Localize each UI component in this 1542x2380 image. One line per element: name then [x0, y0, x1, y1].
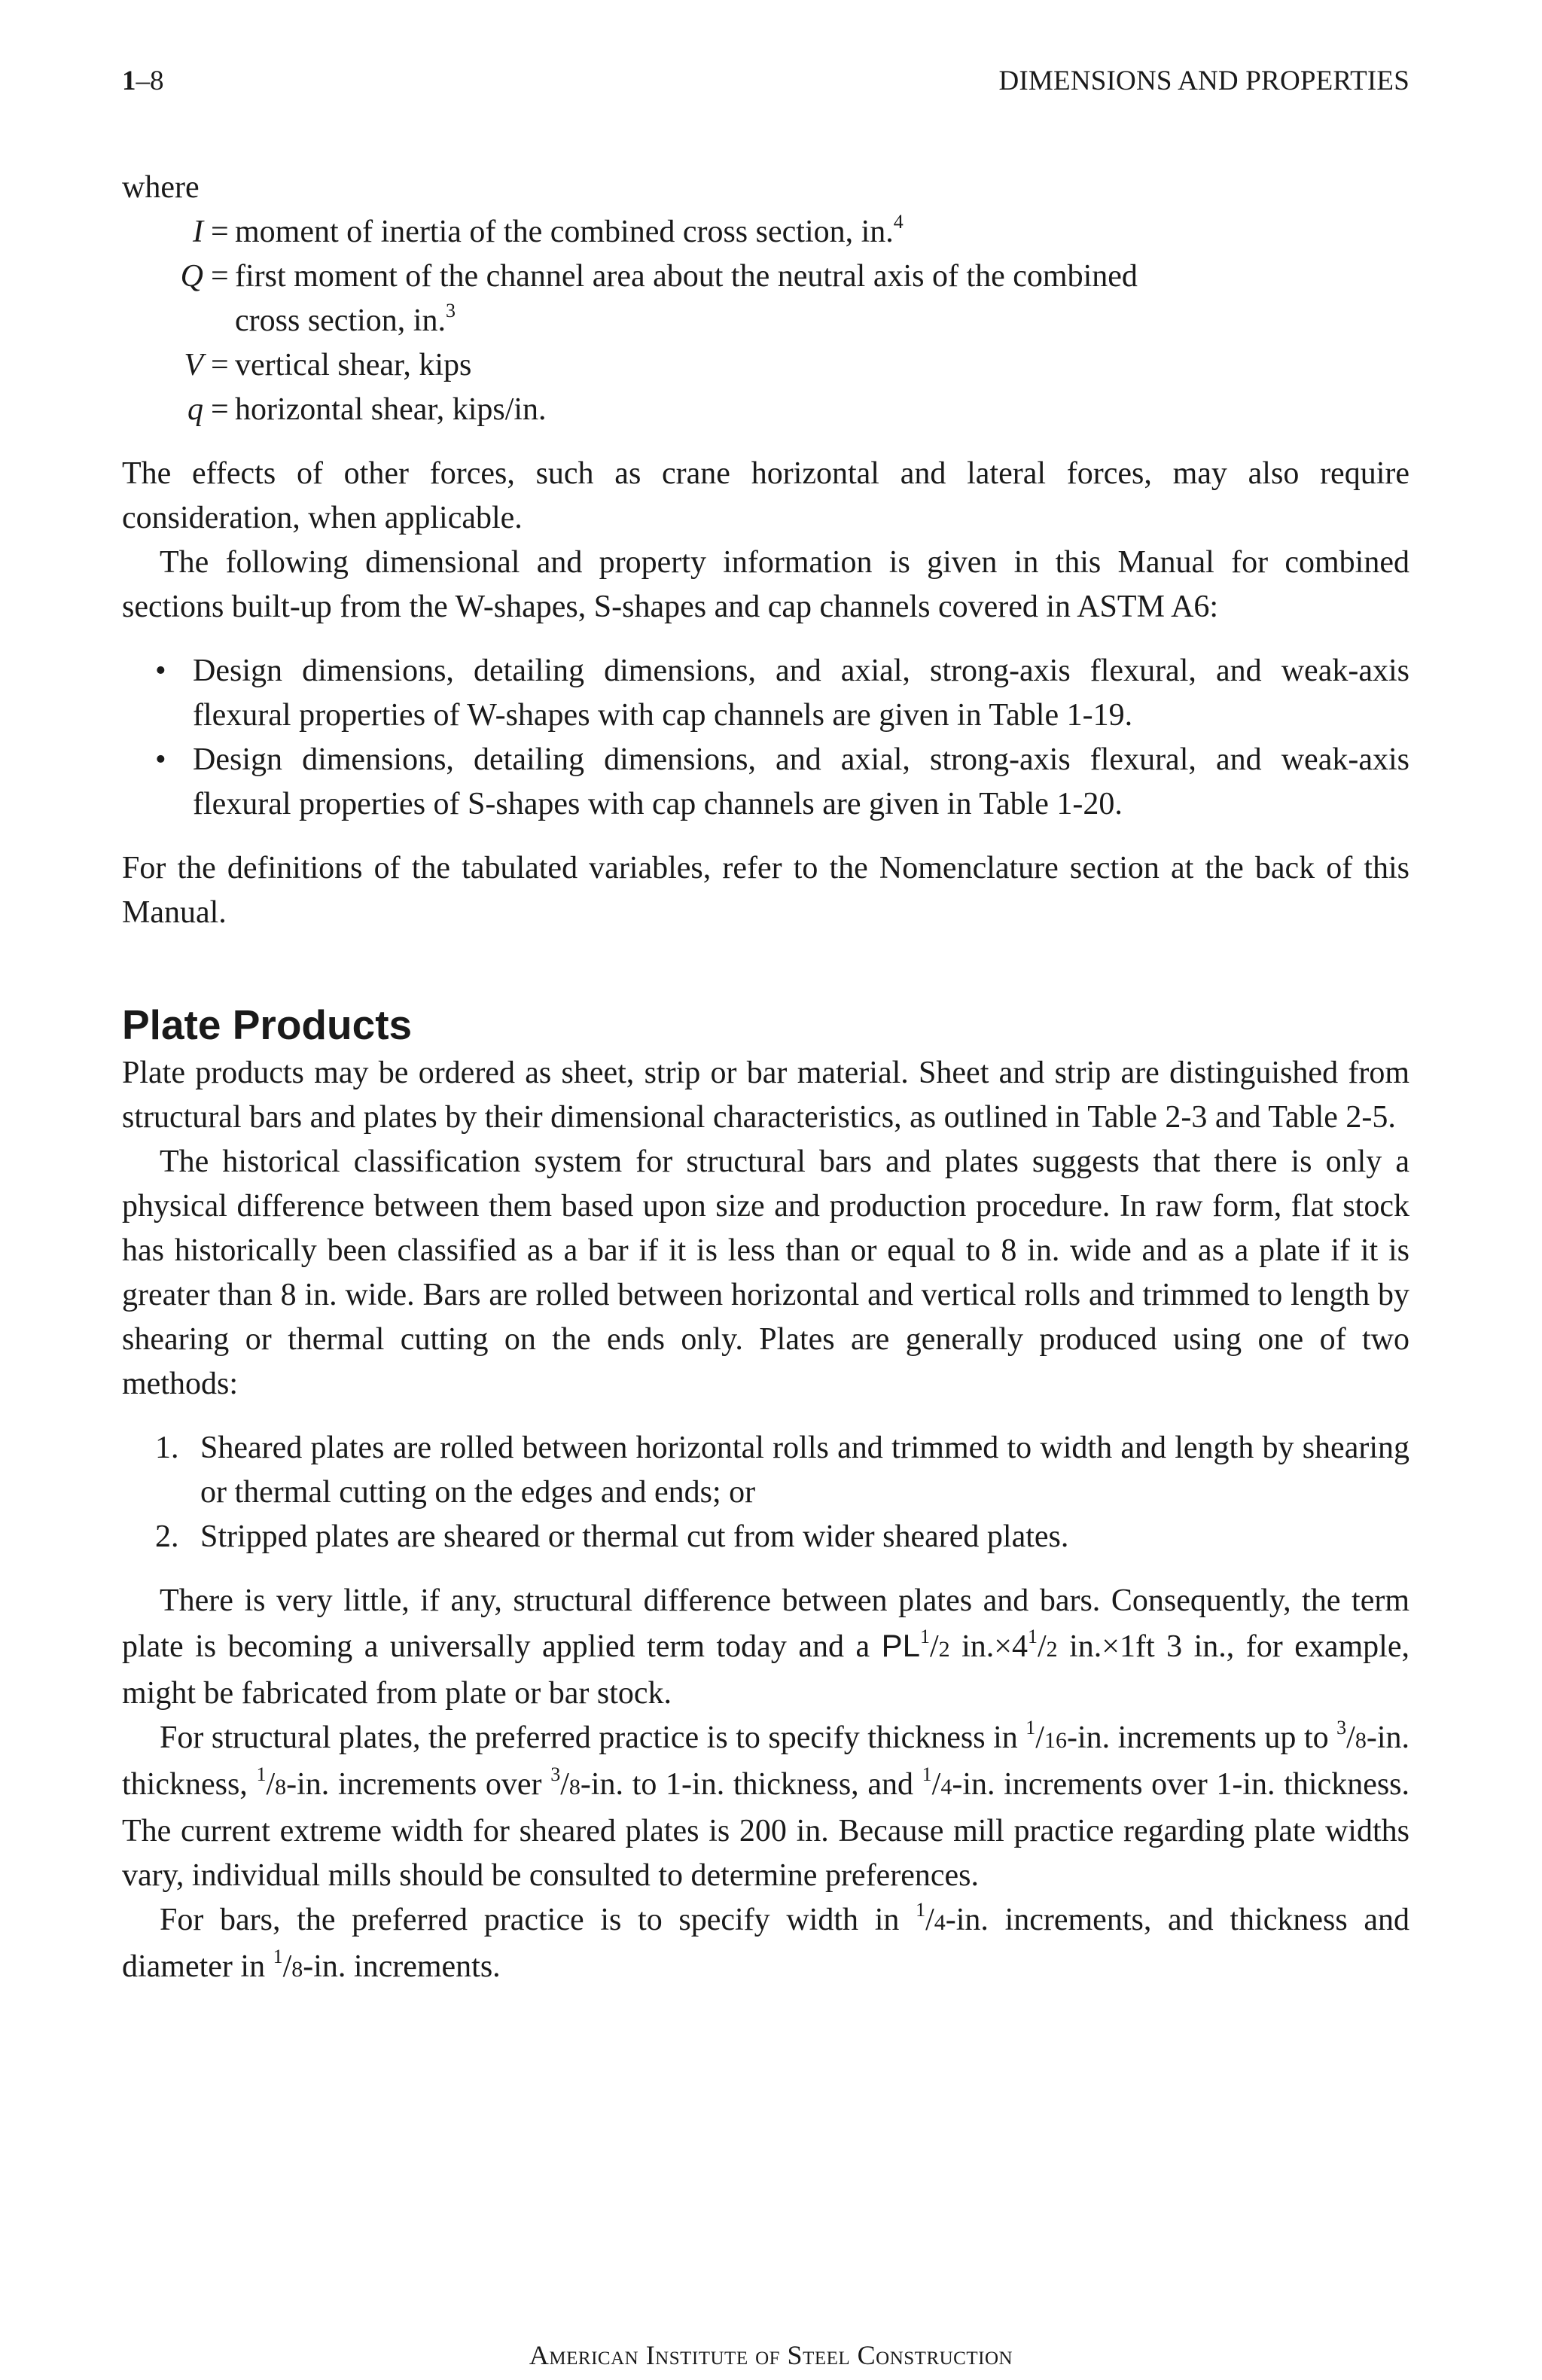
paragraph-plate-2: The historical classification system for structural bars and plates suggests that there is only a physical difference between them based upon size and production procedure. In raw form, flat stock has historically been classified as a bar if it is less than or equal to 8 in. wide and as a plate if it is greater than 8 in. wide. Bars are rolled between horizontal and vertical rolls and trimmed to length by shearing or thermal cutting on the ends only. Plates are generally produced using one of two methods: — [122, 1144, 1409, 1401]
bullet-list — [122, 649, 1409, 827]
paragraph-definitions: For the definitions of the tabulated variables, refer to the Nomenclature section at the back of this Manual. — [122, 851, 1409, 930]
definition-i: I = moment of inertia of the combined cross section, in.$^4$ — [193, 211, 904, 249]
running-title: DIMENSIONS AND PROPERTIES — [998, 66, 1409, 96]
section-heading: Plate Products — [122, 1001, 413, 1048]
paragraph-plate-1: Plate products may be ordered as sheet, strip or bar material. Sheet and strip are distinguished from structural bars and plates by their dimensional characteristics, as outlined in Table 2-3 and Table 2-5. — [122, 1056, 1409, 1135]
list-item: • Design dimensions, detailing dimensions, and axial, strong-axis flexural, and weak-axis flexural properties of S-shapes with cap channels are given in Table 1-20. — [122, 738, 1409, 827]
paragraph-other-forces: The effects of other forces, such as crane horizontal and lateral forces, may also require consideration, when applicable. — [122, 456, 1409, 535]
definition-q-upper: Q = first moment of the channel area about the neutral axis of the combined cross section, in.$^3$ — [180, 259, 1138, 338]
definition-q-lower: q = horizontal shear, kips/in. — [187, 392, 547, 427]
variable-definitions — [122, 210, 1409, 432]
paragraph-plate-3: There is very little, if any, structural difference between plates and bars. Consequently, the term plate is becoming a universally applied term today and a $PL^1/2$ $in.\times 4^1/2$ in.×1ft 3 in., for example, might be fabricated from plate or bar stock. — [122, 1583, 1409, 1711]
page-number: 1–8 — [122, 66, 164, 96]
list-item: 1. Sheared plates are rolled between horizontal rolls and trimmed to width and length by shearing or thermal cutting on the edges and ends; or — [155, 1431, 1409, 1510]
page-footer: American Institute of Steel Construction — [529, 2340, 1013, 2370]
bullet-icon: • — [155, 742, 166, 777]
where-label: where — [122, 170, 200, 205]
numbered-list — [122, 1426, 1409, 1559]
page-header — [122, 59, 1409, 104]
bullet-icon: • — [155, 654, 166, 688]
list-item: • Design dimensions, detailing dimensions, and axial, strong-axis flexural, and weak-axis flexural properties of W-shapes with cap channels are given in Table 1-19. — [122, 649, 1409, 738]
list-item: 2. Stripped plates are sheared or thermal cut from wider sheared plates. — [155, 1519, 1069, 1554]
definition-v: V = vertical shear, kips — [184, 348, 472, 382]
page-content — [122, 166, 1409, 1991]
paragraph-plate-4: For structural plates, the preferred practice is to specify thickness in $^1$/16-in. increments up to $^3$/8-in. thickness, $^1$/8-in. increments over $^3$/8-in. to 1-in. thickness, and $^1$/4-in. increments over 1-in. thickness. The current extreme width for sheared plates is 200 in. Because mill practice regarding plate widths vary, individual mills should be consulted to determine preferences. — [122, 1717, 1410, 1893]
paragraph-following: The following dimensional and property information is given in this Manual for combined sections built-up from the W-shapes, S-shapes and cap channels covered in ASTM A6: — [122, 545, 1409, 624]
paragraph-plate-5: For bars, the preferred practice is to specify width in $^1$/4-in. increments, and thickness and diameter in $^1$/8-in. increments. — [122, 1899, 1409, 1984]
